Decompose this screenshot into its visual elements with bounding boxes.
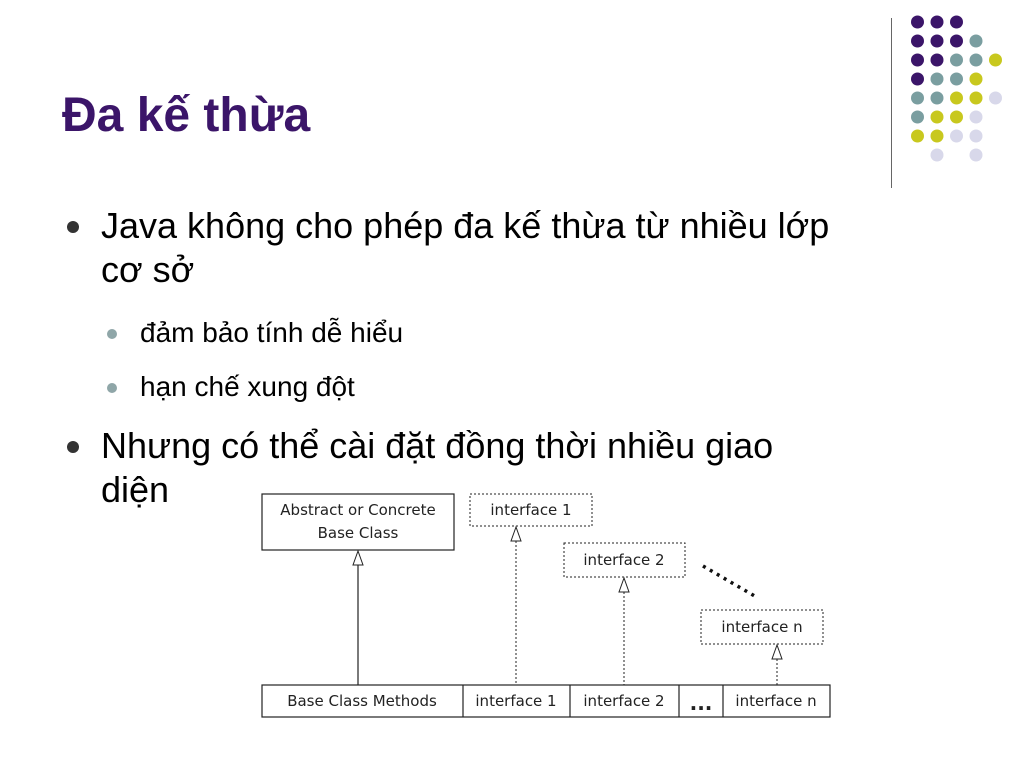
bullet-2-line-1: Nhưng có thể cài đặt đồng thời nhiều giao [101,425,774,466]
cell-interface-2: interface 2 [583,692,665,710]
interface-2-arrowhead [619,578,629,592]
bullet-2-line-2: diện [101,469,170,510]
base-class-label-line-2: Base Class [317,524,399,542]
cell-interface-n: interface n [735,692,817,710]
base-class-label-line-1: Abstract or Concrete [280,501,436,519]
sub-bullet-1-text: đảm bảo tính dễ hiểu [140,317,404,348]
ellipsis-dots-diagonal [703,566,758,598]
interface-1-arrowhead [511,527,521,541]
interface-1-label: interface 1 [490,501,572,519]
interface-n-label: interface n [721,618,803,636]
interface-2-label: interface 2 [583,551,665,569]
cell-ellipsis: ... [689,691,713,715]
cell-interface-1: interface 1 [475,692,557,710]
cell-base-class-methods: Base Class Methods [287,692,437,710]
interface-n-arrowhead [772,645,782,659]
bullet-1-line-1: Java không cho phép đa kế thừa từ nhiều lớp [101,205,830,246]
sub-bullet-2-text: hạn chế xung đột [140,371,355,402]
bullet-1-line-2: cơ sở [101,249,195,290]
slide-title: Đa kế thừa [62,89,311,142]
base-class-arrowhead [353,551,363,565]
